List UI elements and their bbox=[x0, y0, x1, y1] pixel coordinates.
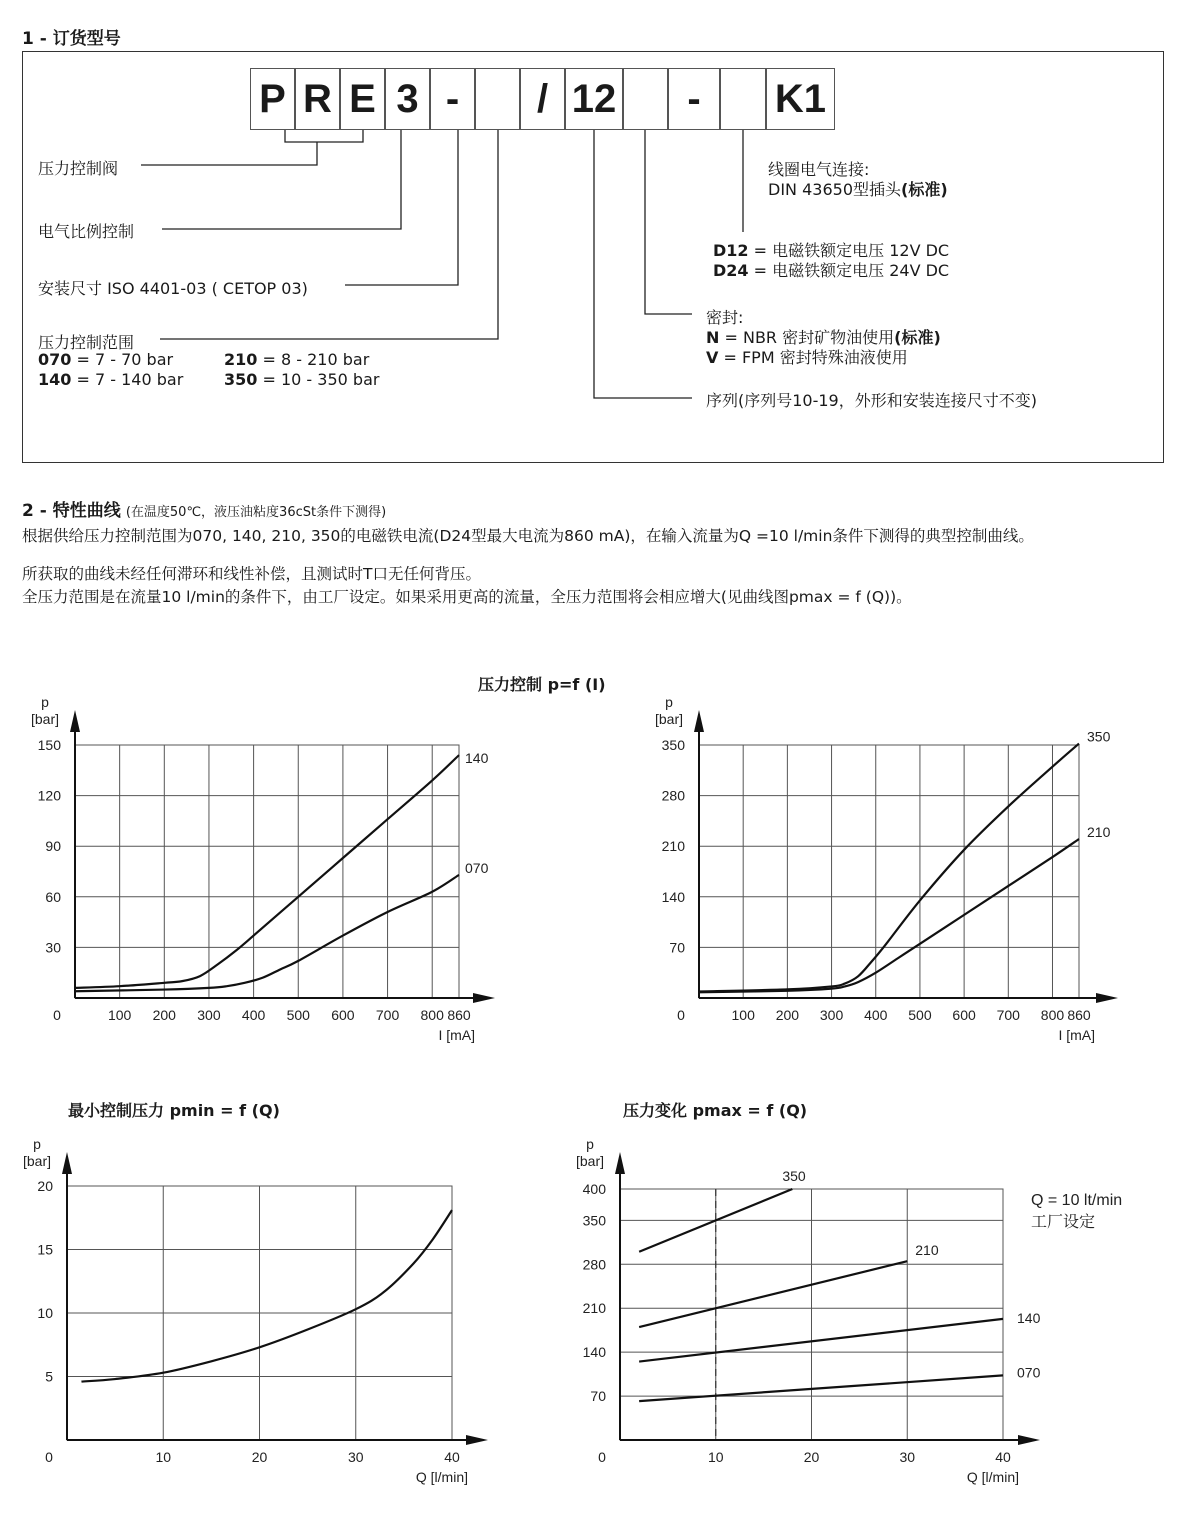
x-tick-label: 500 bbox=[908, 1007, 932, 1023]
chart-title-pmin: 最小控制压力 pmin = f (Q) bbox=[68, 1101, 280, 1120]
y-tick-label: 400 bbox=[582, 1181, 606, 1197]
section2-paragraph-2: 所获取的曲线未经任何滞环和线性补偿，且测试时T口无任何背压。 bbox=[22, 565, 481, 583]
x-axis-label: I [mA] bbox=[1058, 1027, 1095, 1043]
seal-v: V = FPM 密封特殊油液使用 bbox=[706, 348, 908, 367]
x-tick-label: 20 bbox=[803, 1449, 820, 1465]
series-label: 070 bbox=[465, 859, 489, 876]
y-axis-label: p bbox=[665, 694, 673, 710]
label-range-title: 压力控制范围 bbox=[38, 333, 135, 352]
y-tick-label: 70 bbox=[669, 939, 685, 956]
chart-grid bbox=[67, 1186, 452, 1440]
series-label: 210 bbox=[1087, 823, 1111, 840]
series-line-210 bbox=[639, 1261, 907, 1327]
chart-pmin bbox=[0, 1130, 600, 1500]
chart-pmax bbox=[560, 1130, 1180, 1500]
series-label: 140 bbox=[465, 750, 489, 767]
x-tick-label: 100 bbox=[731, 1007, 755, 1023]
code-cell: 3 bbox=[385, 68, 430, 130]
x-tick-label: 800 bbox=[420, 1007, 444, 1023]
x-axis-label: I [mA] bbox=[438, 1027, 475, 1043]
x-tick-label: 10 bbox=[155, 1449, 172, 1465]
y-tick-label: 60 bbox=[45, 888, 61, 905]
label-seal-title: 密封: bbox=[706, 308, 744, 327]
y-tick-label: 30 bbox=[45, 939, 61, 956]
x-tick-label: 10 bbox=[707, 1449, 724, 1465]
chart-grid bbox=[620, 1189, 1003, 1440]
code-cell: K1 bbox=[766, 68, 835, 130]
label-mounting: 安装尺寸 ISO 4401-03 ( CETOP 03) bbox=[38, 279, 308, 298]
label-valve: 压力控制阀 bbox=[38, 159, 119, 178]
code-cell: - bbox=[430, 68, 475, 130]
y-axis-label: p bbox=[33, 1136, 41, 1152]
x-tick-label: 800 bbox=[1040, 1007, 1065, 1023]
y-tick-label: 5 bbox=[45, 1368, 53, 1385]
label-series: 序列(序列号10-19，外形和安装连接尺寸不变) bbox=[706, 391, 1037, 410]
y-axis-unit: [bar] bbox=[22, 1153, 52, 1169]
y-tick-label: 15 bbox=[37, 1241, 53, 1258]
code-cell: / bbox=[520, 68, 565, 130]
y-axis-unit: [bar] bbox=[654, 711, 684, 727]
section2-paragraph-1: 根据供给压力控制范围为070, 140, 210, 350的电磁铁电流(D24型最大电流为860 mA)，在输入流量为Q =10 l/min条件下测得的典型控制曲线。 bbox=[22, 527, 1034, 545]
y-tick-label: 210 bbox=[661, 838, 685, 855]
series-label: 210 bbox=[915, 1242, 939, 1259]
series-label: 350 bbox=[782, 1168, 806, 1184]
x-tick-label: 600 bbox=[952, 1007, 976, 1023]
series-line-350 bbox=[699, 744, 1079, 992]
code-cell: P bbox=[250, 68, 295, 130]
series-label: 350 bbox=[1087, 728, 1111, 745]
x-tick-label: 600 bbox=[331, 1007, 355, 1023]
section2-title: 2 - 特性曲线 bbox=[22, 501, 121, 521]
series-line-140 bbox=[75, 755, 459, 988]
y-axis-unit: [bar] bbox=[575, 1153, 605, 1169]
y-tick-label: 210 bbox=[582, 1300, 606, 1317]
code-cell: E bbox=[340, 68, 385, 130]
x-tick-label: 40 bbox=[995, 1449, 1011, 1465]
label-proportional: 电气比例控制 bbox=[38, 222, 135, 241]
x-tick-label: 400 bbox=[864, 1007, 888, 1023]
y-axis-arrow bbox=[70, 710, 80, 732]
x-tick-label: 20 bbox=[251, 1449, 268, 1465]
range-210: 210 = 8 - 210 bar bbox=[224, 350, 370, 369]
chart-grid bbox=[699, 745, 1079, 998]
series-line-070 bbox=[75, 875, 459, 991]
series-label: 140 bbox=[1017, 1309, 1041, 1326]
y-tick-label: 120 bbox=[37, 787, 61, 804]
x-tick-label: 0 bbox=[53, 1007, 61, 1023]
x-axis-arrow bbox=[1018, 1435, 1040, 1445]
x-tick-label: 200 bbox=[775, 1007, 800, 1023]
chart-pressure-control-350-210 bbox=[620, 690, 1180, 1060]
seal-n: N = NBR 密封矿物油使用(标准) bbox=[706, 328, 941, 347]
section2-subtitle: (在温度50℃，液压油粘度36cSt条件下测得) bbox=[125, 505, 387, 520]
annotation-flow: Q = 10 lt/min bbox=[1031, 1192, 1123, 1209]
range-070: 070 = 7 - 70 bar bbox=[38, 350, 174, 369]
x-axis-arrow bbox=[1096, 993, 1118, 1003]
y-axis-arrow bbox=[615, 1152, 625, 1174]
series-line-pmin bbox=[81, 1210, 452, 1381]
y-tick-label: 140 bbox=[661, 888, 685, 905]
y-tick-label: 350 bbox=[661, 737, 685, 753]
y-axis-label: p bbox=[41, 694, 49, 710]
range-140: 140 = 7 - 140 bar bbox=[38, 370, 184, 389]
chart-grid bbox=[75, 745, 459, 998]
x-tick-label: 400 bbox=[241, 1007, 266, 1023]
chart-pressure-control-140-070 bbox=[0, 690, 600, 1060]
chart-title-pmax: 压力变化 pmax = f (Q) bbox=[623, 1101, 808, 1120]
x-tick-label: 0 bbox=[598, 1449, 606, 1465]
x-tick-label: 500 bbox=[286, 1007, 310, 1023]
y-axis-arrow bbox=[694, 710, 704, 732]
x-tick-label: 40 bbox=[444, 1449, 460, 1465]
x-tick-label: 300 bbox=[819, 1007, 844, 1023]
plot-frame bbox=[699, 745, 1079, 998]
x-tick-label: 700 bbox=[996, 1007, 1020, 1023]
x-tick-label: 860 bbox=[1067, 1007, 1091, 1023]
annotation-factory-set: 工厂设定 bbox=[1031, 1212, 1096, 1231]
range-350: 350 = 10 - 350 bar bbox=[224, 370, 380, 389]
x-tick-label: 0 bbox=[677, 1007, 685, 1023]
y-tick-label: 90 bbox=[45, 838, 61, 855]
x-tick-label: 30 bbox=[347, 1449, 364, 1465]
section1-title: 1 - 订货型号 bbox=[22, 29, 121, 49]
voltage-d12: D12 = 电磁铁额定电压 12V DC bbox=[713, 241, 950, 260]
label-coil-plug: DIN 43650型插头(标准) bbox=[768, 180, 948, 199]
plot-frame bbox=[75, 745, 459, 998]
y-tick-label: 140 bbox=[582, 1344, 606, 1361]
series-label: 070 bbox=[1017, 1364, 1041, 1381]
x-tick-label: 200 bbox=[152, 1007, 176, 1023]
y-tick-label: 280 bbox=[582, 1256, 606, 1273]
y-tick-label: 20 bbox=[37, 1178, 53, 1194]
y-tick-label: 350 bbox=[582, 1212, 606, 1229]
x-tick-label: 700 bbox=[375, 1007, 400, 1023]
chart-heading-pressure-control: 压力控制 p=f (I) bbox=[478, 675, 606, 694]
x-axis-arrow bbox=[473, 993, 495, 1003]
section2-heading bbox=[22, 496, 386, 521]
section2-paragraph-3: 全压力范围是在流量10 l/min的条件下，由工厂设定。如果采用更高的流量，全压力范围将会相应增大(见曲线图pmax = f (Q))。 bbox=[22, 588, 912, 606]
label-coil-title: 线圈电气连接: bbox=[768, 160, 870, 179]
y-tick-label: 70 bbox=[590, 1388, 606, 1405]
series-line-070 bbox=[639, 1375, 1003, 1401]
y-tick-label: 10 bbox=[37, 1305, 53, 1321]
series-line-140 bbox=[639, 1319, 1003, 1362]
y-tick-label: 150 bbox=[37, 737, 61, 753]
voltage-d24: D24 = 电磁铁额定电压 24V DC bbox=[713, 261, 950, 280]
code-cell: R bbox=[295, 68, 340, 130]
y-axis-arrow bbox=[62, 1152, 72, 1174]
y-tick-label: 280 bbox=[661, 787, 685, 804]
x-axis-label: Q [l/min] bbox=[966, 1469, 1019, 1485]
series-line-210 bbox=[699, 839, 1079, 992]
y-axis-label: p bbox=[586, 1136, 594, 1152]
x-axis-label: Q [l/min] bbox=[415, 1469, 468, 1485]
code-cell: 12 bbox=[565, 68, 623, 130]
x-tick-label: 100 bbox=[107, 1007, 132, 1023]
x-tick-label: 860 bbox=[447, 1007, 471, 1023]
x-tick-label: 0 bbox=[45, 1449, 53, 1465]
x-tick-label: 30 bbox=[899, 1449, 916, 1465]
x-tick-label: 300 bbox=[197, 1007, 221, 1023]
code-cell: - bbox=[668, 68, 720, 130]
y-axis-unit: [bar] bbox=[30, 711, 60, 727]
x-axis-arrow bbox=[466, 1435, 488, 1445]
